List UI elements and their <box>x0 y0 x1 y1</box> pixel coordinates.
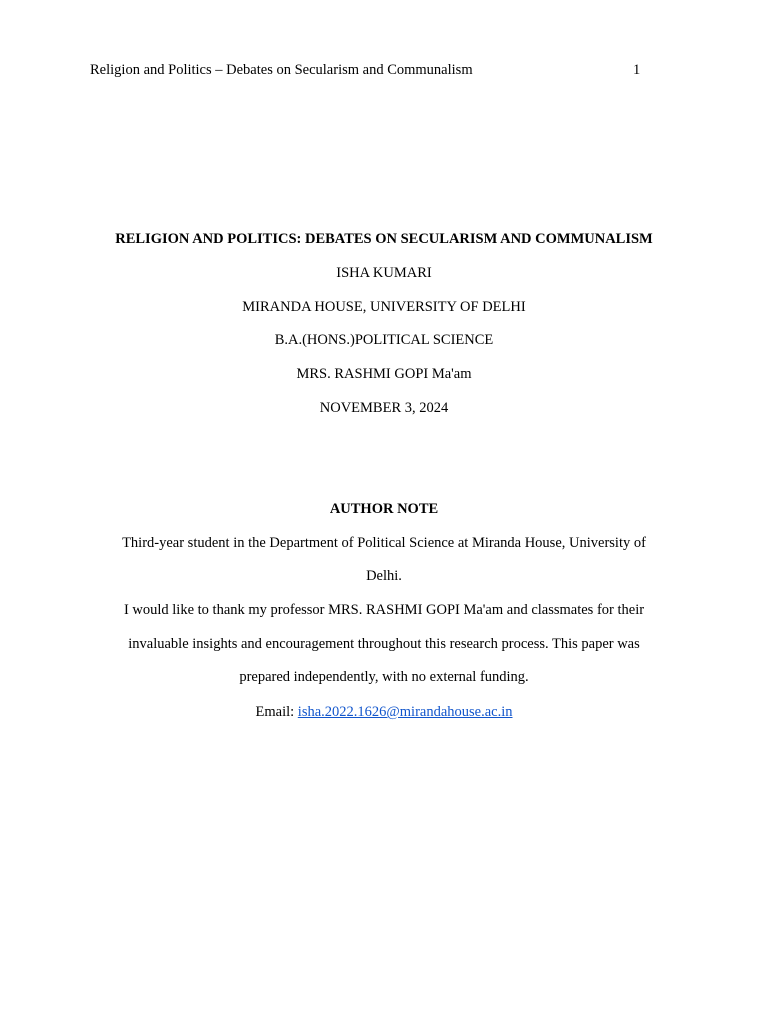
email-link[interactable]: isha.2022.1626@mirandahouse.ac.in <box>297 704 513 720</box>
author-note-line: invaluable insights and encouragement throughout this research process. This paper was <box>128 636 640 652</box>
running-head <box>90 62 650 82</box>
running-head-title: Religion and Politics – Debates on Secularism and Communalism <box>90 62 473 78</box>
instructor: MRS. RASHMI GOPI Ma'am <box>296 366 472 382</box>
course: B.A.(HONS.)POLITICAL SCIENCE <box>274 332 494 348</box>
author-note-line: I would like to thank my professor MRS. RASHMI GOPI Ma'am and classmates for their <box>123 602 645 618</box>
author-note-line: Third-year student in the Department of Political Science at Miranda House, University of <box>122 535 646 551</box>
author-note-line: Delhi. <box>366 568 402 584</box>
author-note-line: prepared independently, with no external funding. <box>239 669 529 685</box>
date: NOVEMBER 3, 2024 <box>319 400 449 416</box>
paper-title: RELIGION AND POLITICS: DEBATES ON SECULARISM AND COMMUNALISM <box>115 231 653 247</box>
page-number: 1 <box>633 62 641 78</box>
email-line <box>0 702 768 722</box>
institution: MIRANDA HOUSE, UNIVERSITY OF DELHI <box>242 299 526 315</box>
author-name: ISHA KUMARI <box>336 265 432 281</box>
author-note-heading: AUTHOR NOTE <box>329 501 439 517</box>
email-label: Email: <box>255 704 298 720</box>
